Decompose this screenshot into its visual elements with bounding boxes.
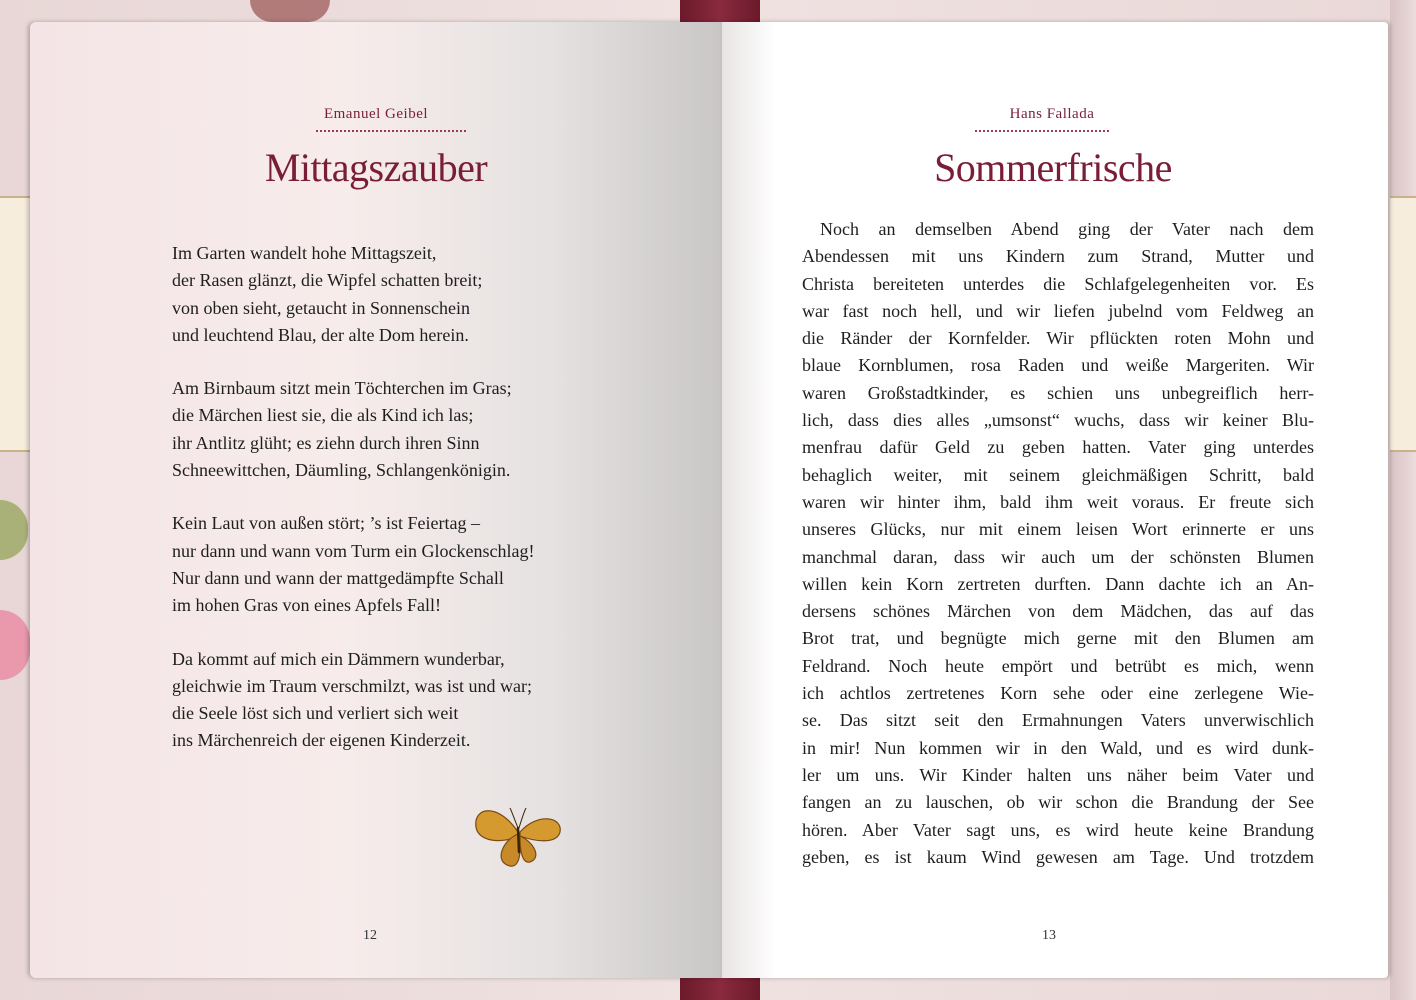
poem-line: nur dann und wann vom Turm ein Glockenschlag! (172, 540, 535, 561)
text-line: lich, dass dies alles „umsonst“ wuchs, dass wir keiner Blu- (802, 410, 1314, 431)
text-line: Christa bereiteten unterdes die Schlafgelegenheiten vor. Es (802, 273, 1314, 294)
poem-title: Mittagszauber (264, 145, 488, 190)
poem-line: Kein Laut von außen stört; ’s ist Feiertag – (172, 513, 480, 534)
text-line: hören. Aber Vater sagt uns, es wird heute keine Brandung (802, 819, 1314, 840)
text-line: Noch an demselben Abend ging der Vater nach dem (820, 219, 1314, 239)
text-line: ler um uns. Wir Kinder halten uns näher beim Vater und (802, 764, 1314, 785)
poem-line: Am Birnbaum sitzt mein Töchterchen im Gras; (172, 378, 512, 399)
poem-line: und leuchtend Blau, der alte Dom herein. (172, 324, 469, 345)
author-divider (975, 130, 1109, 132)
poem-line: Schneewittchen, Däumling, Schlangenkönigin. (172, 460, 511, 481)
story-body (802, 216, 1314, 871)
text-line: Feldrand. Noch heute empört und betrübt es mich, wenn (802, 655, 1314, 676)
text-line: waren Großstadtkinder, es schien uns unbegreiflich herr- (802, 382, 1314, 403)
poem-line: ihr Antlitz glüht; es ziehn durch ihren Sinn (172, 432, 480, 453)
text-line: die Ränder der Kornfelder. Wir pflückten roten Mohn und (802, 328, 1314, 349)
cover-edge (1390, 0, 1416, 1000)
story-title: Sommerfrische (934, 145, 1172, 190)
poem-line: Da kommt auf mich ein Dämmern wunderbar, (172, 648, 505, 669)
butterfly-icon (468, 792, 568, 872)
author-divider (316, 130, 466, 132)
stanza (172, 646, 692, 755)
poem-line: im hohen Gras von eines Apfels Fall! (172, 595, 441, 616)
poem-line: ins Märchenreich der eigenen Kinderzeit. (172, 730, 471, 751)
page-number: 13 (1042, 928, 1056, 943)
text-line: manchmal daran, dass wir auch um der schönsten Blumen (802, 546, 1314, 567)
cover-flower-icon (250, 0, 330, 22)
stanza (172, 510, 692, 619)
left-page (30, 22, 722, 978)
text-line: Abendessen mit uns Kindern zum Strand, Mutter und (802, 246, 1314, 267)
right-page (722, 22, 1388, 978)
text-line: blaue Kornblumen, rosa Raden und weiße Margeriten. Wir (802, 355, 1314, 376)
poem-line: Im Garten wandelt hohe Mittagszeit, (172, 243, 437, 263)
poem-line: von oben sieht, getaucht in Sonnenschein (172, 297, 470, 318)
text-line: fangen an zu lauschen, ob wir schon die Brandung der See (802, 792, 1314, 813)
poem-line: gleichwie im Traum verschmilzt, was ist und war; (172, 675, 532, 696)
text-line: menfrau dafür Geld zu geben hatten. Vater ging unterdes (802, 437, 1314, 458)
text-line: se. Das sitzt seit den Ermahnungen Vaters unverwischlich (802, 710, 1314, 731)
poem-author: Emanuel Geibel (323, 106, 429, 122)
text-line: war fast noch hell, und wir liefen jubelnd vom Feldweg an (802, 300, 1314, 321)
text-line: geben, es ist kaum Wind gewesen am Tage. Und trotzdem (802, 846, 1314, 867)
text-line: willen kein Korn zertreten durften. Dann dachte ich an An- (802, 573, 1314, 594)
poem-line: die Seele löst sich und verliert sich weit (172, 703, 459, 724)
stanza (172, 240, 692, 349)
page-number: 12 (363, 928, 377, 943)
text-line: dersens schönes Märchen von dem Mädchen, das auf das (802, 601, 1314, 622)
text-line: Brot trat, und begnügte mich gerne mit den Blumen am (802, 628, 1314, 649)
story-author: Hans Fallada (1009, 106, 1095, 122)
text-line: in mir! Nun kommen wir in den Wald, und es wird dunk- (802, 737, 1314, 758)
poem-line: die Märchen liest sie, die als Kind ich las; (172, 405, 474, 426)
text-line: behaglich weiter, mit seinem gleichmäßigen Schritt, bald (802, 464, 1314, 485)
cover-stripe-right (1390, 196, 1416, 452)
text-line: waren wir hinter ihm, bald ihm weit voraus. Er freute sich (802, 491, 1314, 512)
poem-body (172, 240, 692, 781)
poem-line: Nur dann und wann der mattgedämpfte Schall (172, 567, 504, 588)
poem-line: der Rasen glänzt, die Wipfel schatten breit; (172, 270, 483, 291)
cover-stripe-left (0, 196, 30, 452)
text-line: ich achtlos zertretenes Korn sehe oder eine zerlegene Wie- (802, 683, 1314, 704)
text-line: unseres Glücks, nur mit einem leisen Wort erinnerte er uns (802, 519, 1314, 540)
stanza (172, 375, 692, 484)
